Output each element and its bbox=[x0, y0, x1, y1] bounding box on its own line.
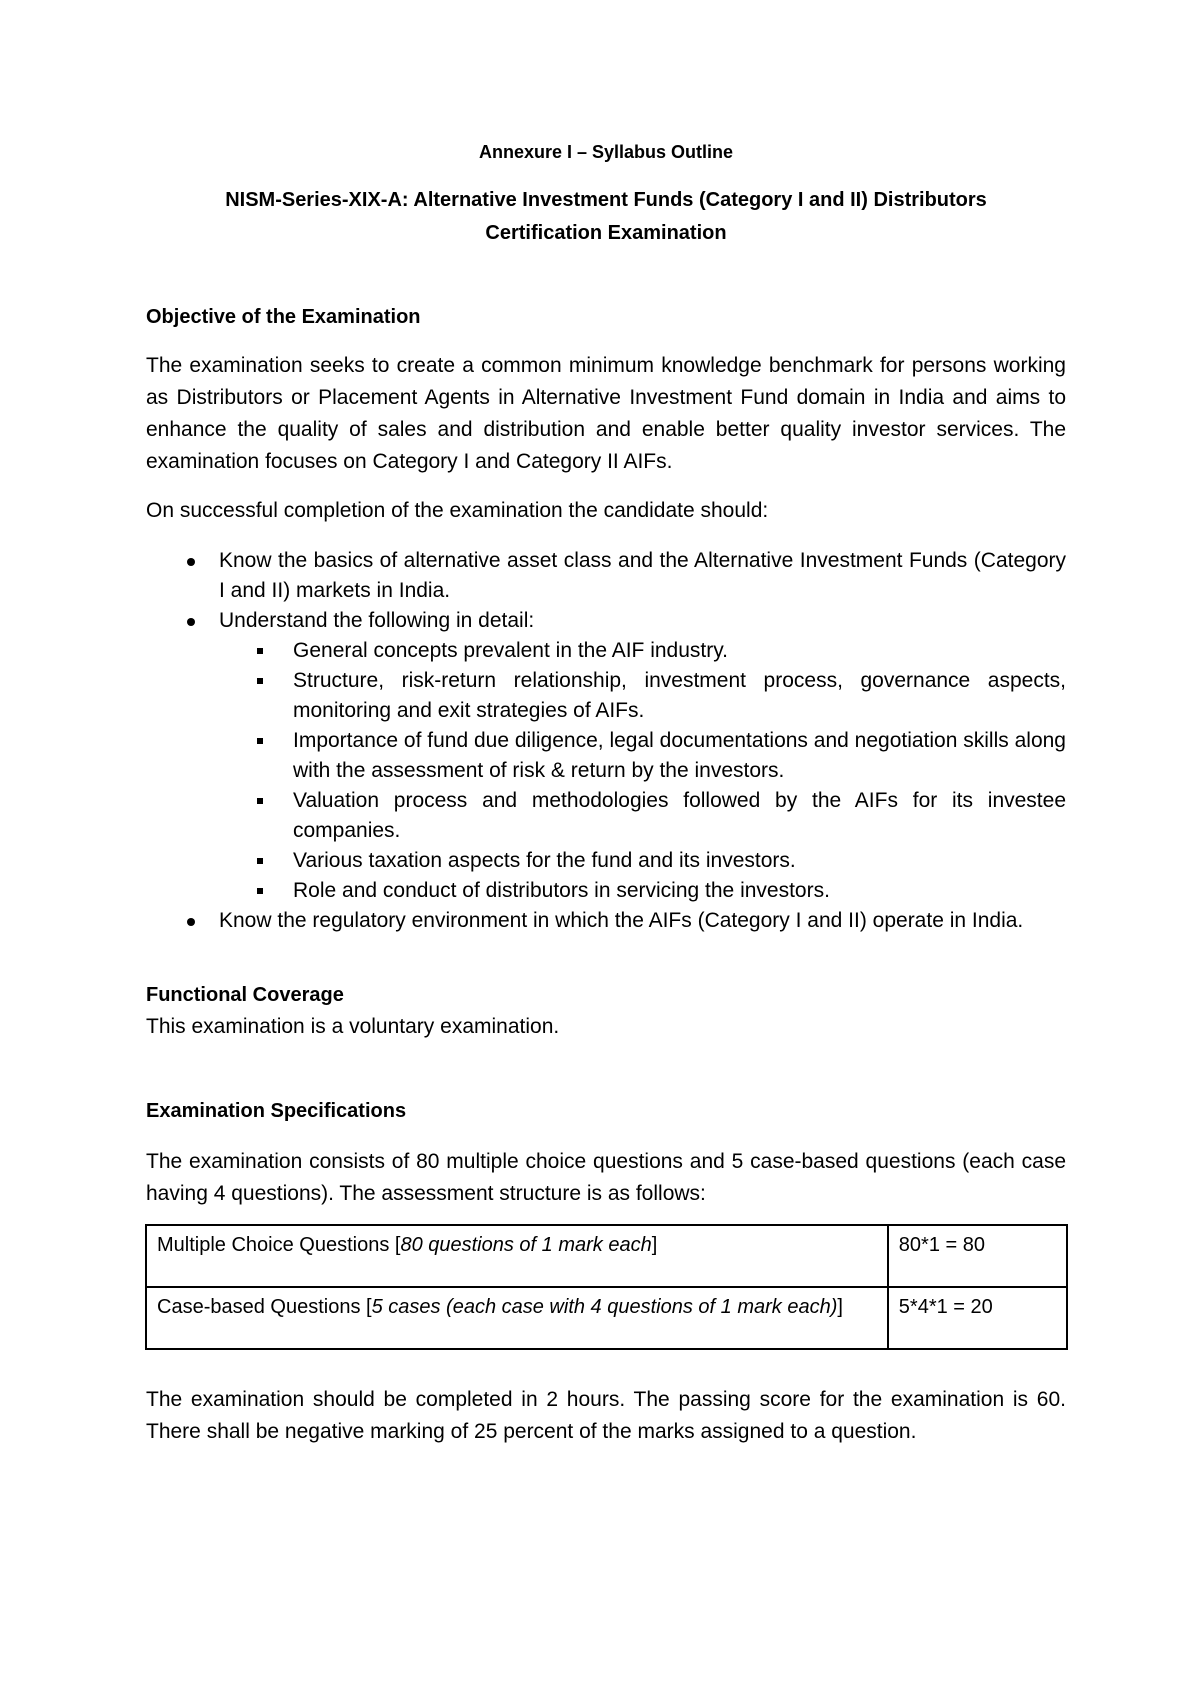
assessment-table bbox=[145, 1224, 1068, 1350]
marks-cell: 5*4*1 = 20 bbox=[888, 1287, 1067, 1349]
objective-bullet-text: Know the basics of alternative asset class and the Alternative Investment Funds (Category I and II) markets in India. bbox=[219, 549, 1066, 602]
objective-sub-item: General concepts prevalent in the AIF industry. bbox=[146, 636, 1066, 666]
question-type-label: Multiple Choice Questions [ bbox=[157, 1234, 401, 1256]
table-row bbox=[146, 1287, 1067, 1349]
question-type-detail: 80 questions of 1 mark each bbox=[400, 1234, 652, 1256]
objective-sub-item: Valuation process and methodologies followed by the AIFs for its investee companies. bbox=[146, 786, 1066, 846]
exam-specs-heading: Examination Specifications bbox=[146, 1100, 407, 1122]
table-row bbox=[146, 1225, 1067, 1287]
marks-cell: 80*1 = 80 bbox=[888, 1225, 1067, 1287]
objective-bullet-text: Know the regulatory environment in which the AIFs (Category I and II) operate in India. bbox=[219, 909, 1024, 932]
objective-bullet bbox=[146, 906, 1066, 936]
objective-bullet bbox=[146, 606, 1066, 906]
objective-sub-item: Importance of fund due diligence, legal documentations and negotiation skills along with the assessment of risk & return by the investors. bbox=[146, 726, 1066, 786]
objective-sub-item: Role and conduct of distributors in servicing the investors. bbox=[146, 876, 1066, 906]
objective-heading: Objective of the Examination bbox=[146, 306, 421, 328]
exam-closing-paragraph: The examination should be completed in 2 hours. The passing score for the examination is 60. There shall be negative marking of 25 percent of the marks assigned to a question. bbox=[146, 1388, 1066, 1443]
objective-paragraph: The examination seeks to create a common minimum knowledge benchmark for persons working as Distributors or Placement Agents in Alternative Investment Fund domain in India and aims to enhance the quality of sales and distribution and enable better quality investor services. The examination focuses on Category I and Category II AIFs. bbox=[146, 354, 1066, 473]
objective-bullet bbox=[146, 546, 1066, 606]
objective-bullet-list bbox=[146, 546, 1066, 936]
question-type-close: ] bbox=[651, 1234, 658, 1256]
document-title-line-2: Certification Examination bbox=[485, 222, 727, 244]
annexure-heading: Annexure I – Syllabus Outline bbox=[478, 142, 734, 162]
question-type-cell bbox=[146, 1287, 888, 1349]
exam-specs-paragraph: The examination consists of 80 multiple choice questions and 5 case-based questions (each case having 4 questions). The assessment structure is as follows: bbox=[146, 1150, 1066, 1205]
question-type-cell bbox=[146, 1225, 888, 1287]
document-content bbox=[146, 140, 1066, 1448]
objective-sub-item: Structure, risk-return relationship, investment process, governance aspects, monitoring and exit strategies of AIFs. bbox=[146, 666, 1066, 726]
objective-sub-item: Various taxation aspects for the fund and its investors. bbox=[146, 846, 1066, 876]
objective-bullet-text: Understand the following in detail: bbox=[219, 609, 535, 632]
objective-sub-list bbox=[219, 636, 1066, 906]
objective-intro: On successful completion of the examination the candidate should: bbox=[146, 499, 769, 522]
functional-coverage-text: This examination is a voluntary examination. bbox=[146, 1015, 560, 1038]
question-type-detail: 5 cases (each case with 4 questions of 1 mark each) bbox=[371, 1296, 838, 1318]
question-type-close: ] bbox=[837, 1296, 843, 1318]
document-title-line-1: NISM-Series-XIX-A: Alternative Investment Funds (Category I and II) Distributors bbox=[225, 189, 987, 211]
question-type-label: Case-based Questions [ bbox=[157, 1296, 372, 1318]
functional-coverage-heading: Functional Coverage bbox=[146, 984, 344, 1006]
